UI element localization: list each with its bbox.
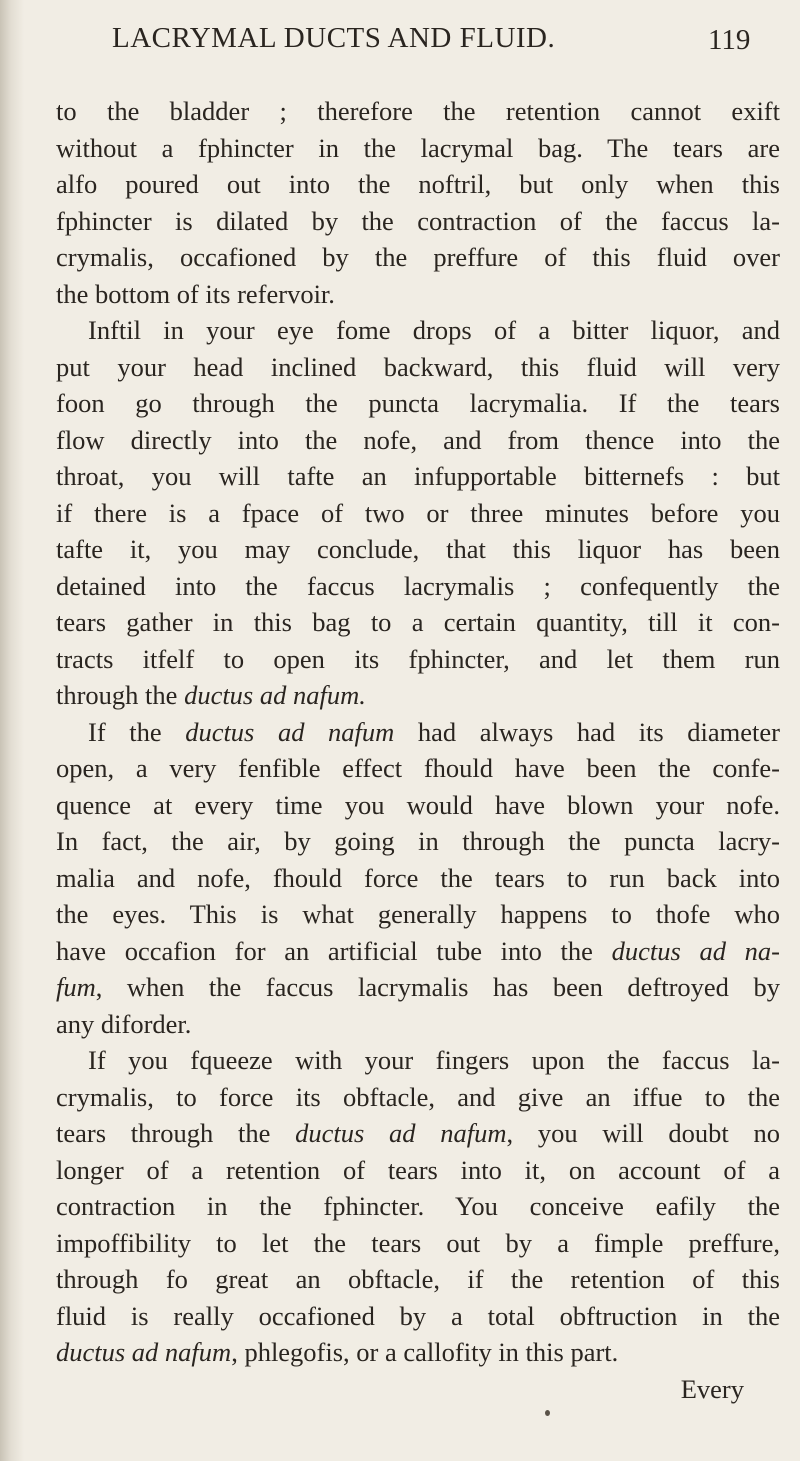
text-line: flow directly into the nofe, and from thence into the bbox=[56, 424, 780, 455]
text-line: If you fqueeze with your fingers upon the faccus la- bbox=[88, 1045, 780, 1075]
text-line: foon go through the puncta lacrymalia. If the tears bbox=[56, 388, 780, 418]
text-line: alfo poured out into the noftril, but only when this bbox=[56, 169, 780, 199]
text-line: put your head inclined backward, this fluid will very bbox=[56, 351, 780, 382]
text-line bbox=[56, 933, 780, 970]
text-line: crymalis, occafioned by the preffure of this fluid over bbox=[56, 242, 780, 272]
text-line: Inftil in your eye fome drops of a bitter liquor, and bbox=[88, 315, 780, 345]
text-run: If the bbox=[88, 716, 186, 747]
text-run: , when the faccus lacrymalis has been deftroyed by bbox=[95, 972, 780, 1002]
text-run: through the bbox=[56, 680, 185, 710]
text-line: tafte it, you may conclude, that this liquor has been bbox=[56, 534, 780, 564]
text-line: malia and nofe, fhould force the tears to run back into bbox=[56, 862, 780, 893]
text-run: , you will doubt no bbox=[506, 1118, 780, 1148]
text-line: detained into the faccus lacrymalis ; confequently the bbox=[56, 570, 780, 601]
text-run: , phlegofis, or a callofity in this part. bbox=[231, 1337, 619, 1367]
text-line: the eyes. This is what generally happens to thofe who bbox=[56, 899, 780, 929]
text-line: fluid is really occafioned by a total obftruction in the bbox=[56, 1300, 780, 1331]
latin-term: ductus ad nafum bbox=[185, 716, 395, 747]
text-line: fphincter is dilated by the contraction of the faccus la- bbox=[56, 205, 780, 236]
latin-term: ductus ad nafum bbox=[295, 1118, 507, 1148]
text-line bbox=[56, 969, 780, 1006]
text-line: contraction in the fphincter. You conceive eafily the bbox=[56, 1191, 780, 1221]
text-line bbox=[56, 677, 780, 714]
text-line: if there is a fpace of two or three minutes before you bbox=[56, 497, 780, 528]
text-line: tears gather in this bag to a certain quantity, till it con- bbox=[56, 607, 780, 637]
text-line: without a fphincter in the lacrymal bag. The tears are bbox=[56, 132, 780, 163]
text-line bbox=[56, 1115, 780, 1152]
text-line: quence at every time you would have blown your nofe. bbox=[56, 789, 780, 820]
latin-term: fum bbox=[56, 972, 96, 1002]
page-number: 119 bbox=[708, 24, 751, 56]
catchword: Every bbox=[680, 1373, 744, 1404]
text-line: tracts itfelf to open its fphincter, and let them run bbox=[56, 643, 780, 674]
printer-mark bbox=[545, 1410, 550, 1416]
text-run: had always had its diameter bbox=[394, 716, 780, 747]
running-head: LACRYMAL DUCTS AND FLUID. bbox=[112, 22, 556, 54]
text-line: crymalis, to force its obftacle, and give an iffue to the bbox=[56, 1081, 780, 1112]
text-run: tears through the bbox=[56, 1118, 296, 1148]
text-line bbox=[56, 1334, 780, 1371]
body-text bbox=[56, 93, 780, 1407]
text-line bbox=[56, 714, 780, 751]
text-line: the bottom of its refervoir. bbox=[56, 278, 335, 309]
text-line: open, a very fenfible effect fhould have been the confe- bbox=[56, 753, 780, 783]
text-run: have occafion for an artificial tube into the bbox=[56, 935, 612, 966]
latin-term: ductus ad nafum. bbox=[184, 680, 366, 710]
text-line: any diforder. bbox=[56, 1008, 192, 1039]
text-line: longer of a retention of tears into it, on account of a bbox=[56, 1154, 780, 1185]
latin-term: ductus ad nafum bbox=[56, 1337, 232, 1367]
text-line: to the bladder ; therefore the retention cannot exift bbox=[56, 96, 780, 126]
text-line: throat, you will tafte an infupportable bitternefs : but bbox=[56, 461, 780, 491]
text-line: impoffibility to let the tears out by a fimple preffure, bbox=[56, 1227, 780, 1258]
latin-term: ductus ad na- bbox=[611, 935, 780, 966]
text-line: In fact, the air, by going in through the puncta lacry- bbox=[56, 826, 780, 856]
text-line: through fo great an obftacle, if the retention of this bbox=[56, 1264, 780, 1294]
